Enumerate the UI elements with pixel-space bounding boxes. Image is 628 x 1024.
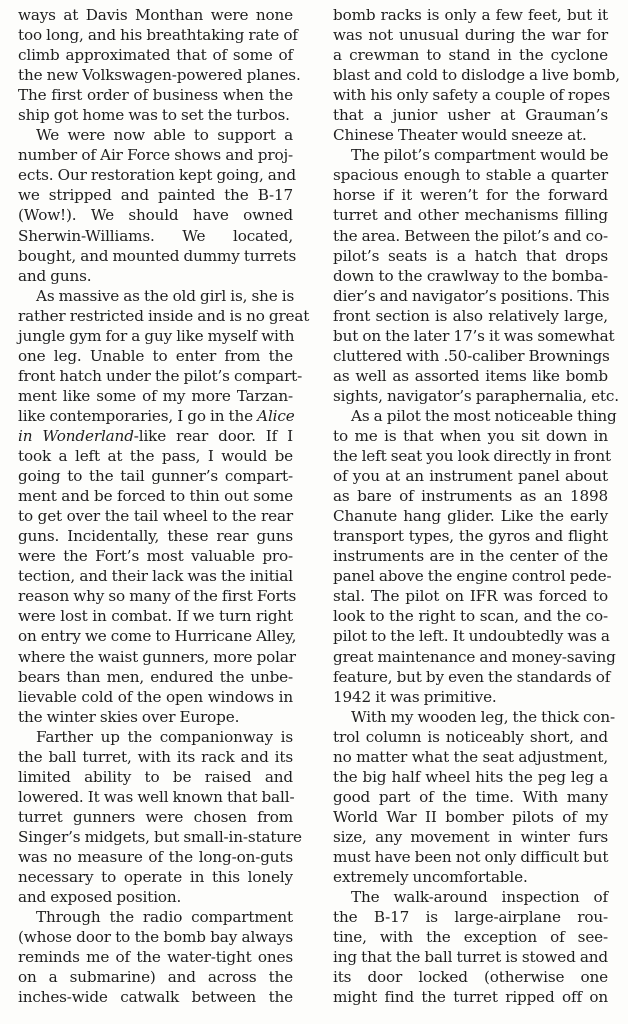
text-line: front section is also relatively large, [333, 306, 608, 325]
text-line: bomb racks is only a few feet, but it [333, 6, 608, 24]
text-line: on entry we come to Hurricane Alley, [18, 627, 297, 646]
text-line: extremely uncomfortable. [333, 868, 528, 887]
text-line: ways at Davis Monthan were none [18, 6, 293, 24]
paragraph-first-line: As massive as the old girl is, she is [36, 286, 295, 305]
text-line: 1942 it was primitive. [333, 687, 497, 706]
text-line: bought, and mounted dummy turrets [18, 246, 297, 265]
text-line: spacious enough to stable a quarter [333, 166, 608, 185]
text-column-right [333, 5, 620, 1007]
text-line: cluttered with .50-caliber Brownings [333, 346, 610, 365]
text-line: blast and cold to dislodge a live bomb, [333, 66, 620, 85]
text-line: the area. Between the pilot’s and co- [333, 226, 608, 245]
text-line: the left seat you look directly in front [333, 447, 611, 466]
italic-title: in Wonderland [18, 426, 134, 445]
text-line: in Wonderland-like rear door. If I [18, 426, 293, 445]
paragraph-first-line: The pilot’s compartment would be [351, 146, 609, 165]
paragraph-first-line: Farther up the companionway is [36, 727, 293, 746]
text-line: its door locked (otherwise one [333, 968, 608, 987]
text-line: The first order of business when the [18, 86, 293, 105]
text-line: no matter what the seat adjustment, [333, 747, 608, 766]
text-line: the new Volkswagen-powered planes. [18, 66, 301, 85]
text-line: bears than men, endured the unbe- [18, 667, 293, 686]
text-line: the ball turret, with its rack and its [18, 747, 293, 766]
text-line: great maintenance and money-saving [333, 647, 616, 666]
text-line: trol column is noticeably short, and [333, 727, 608, 746]
text-line: on a submarine) and across the [18, 968, 293, 987]
text-line: that a junior usher at Grauman’s [333, 106, 608, 125]
text-line: Sherwin-Williams. We located, [18, 226, 293, 245]
text-line: feature, but by even the standards of [333, 667, 611, 686]
text-line: was not unusual during the war for [333, 26, 608, 45]
text-line: ects. Our restoration kept going, and [18, 166, 296, 185]
text-line: rather restricted inside and is no great [18, 306, 310, 325]
text-line: tine, with the exception of see- [333, 928, 608, 947]
text-line: pilot’s seats is a hatch that drops [333, 246, 608, 265]
text-line: transport types, the gyros and flight [333, 527, 608, 546]
paragraph-first-line: Through the radio compartment [36, 908, 293, 927]
text-line: was no measure of the long-on-guts [18, 847, 293, 866]
text-line: a crewman to stand in the cyclone [333, 46, 608, 65]
text-line: the big half wheel hits the peg leg a [333, 767, 608, 786]
text-line: one leg. Unable to enter from the [18, 346, 293, 365]
text-line: reminds me of the water-tight ones [18, 948, 293, 967]
text-line: front hatch under the pilot’s compart- [18, 366, 303, 385]
text-line: World War II bomber pilots of my [333, 807, 608, 826]
text-line: dier’s and navigator’s positions. This [333, 286, 610, 305]
text-line: and exposed position. [18, 888, 182, 907]
text-line: as well as assorted items like bomb [333, 366, 608, 385]
paragraph-first-line: The walk-around inspection of [351, 888, 608, 907]
text-line: horse if it weren’t for the forward [333, 186, 608, 205]
paragraph-first-line: As a pilot the most noticeable thing [351, 406, 617, 425]
text-line: ship got home was to set the turbos. [18, 106, 290, 125]
text-line: pilot to the left. It undoubtedly was a [333, 627, 610, 646]
text-line: guns. Incidentally, these rear guns [18, 527, 293, 546]
text-line: lievable cold of the open windows in [18, 687, 293, 706]
paragraph-first-line: We were now able to support a [36, 126, 293, 145]
text-line: number of Air Force shows and proj- [18, 146, 293, 165]
text-line: turret gunners were chosen from [18, 807, 293, 826]
text-line: Singer’s midgets, but small-in-stature [18, 827, 302, 846]
text-line: the winter skies over Europe. [18, 707, 240, 726]
text-line: we stripped and painted the B-17 [18, 186, 293, 205]
text-line: Chanute hang glider. Like the early [333, 507, 608, 526]
text-line: going to the tail gunner’s compart- [18, 467, 293, 486]
text-line: turret and other mechanisms filling [333, 206, 608, 225]
text-line: down to the crawlway to the bomba- [333, 266, 608, 285]
text-line: as bare of instruments as an 1898 [333, 487, 608, 506]
text-line: reason why so many of the first Forts [18, 587, 297, 606]
text-line: to get over the tail wheel to the rear [18, 507, 293, 526]
text-line: good part of the time. With many [333, 787, 608, 806]
text-line: instruments are in the center of the [333, 547, 608, 566]
text-line: climb approximated that of some of [18, 46, 293, 65]
text-line: of you at an instrument panel about [333, 467, 608, 486]
text-line: ment like some of my more Tarzan- [18, 386, 293, 405]
text-line: were lost in combat. If we turn right [18, 607, 293, 626]
text-line: stal. The pilot on IFR was forced to [333, 587, 608, 606]
text-line: limited ability to be raised and [18, 767, 293, 786]
text-line: necessary to operate in this lonely [18, 868, 293, 887]
text-line: where the waist gunners, more polar [18, 647, 296, 666]
text-line: ment and be forced to thin out some [18, 487, 293, 506]
text-line: like contemporaries, I go in the Alice [18, 406, 295, 425]
text-line: (Wow!). We should have owned [18, 206, 293, 225]
text-line: Chinese Theater would sneeze at. [333, 126, 587, 145]
text-line: the B-17 is large-airplane rou- [333, 908, 608, 927]
text-line: must have been not only difficult but [333, 847, 609, 866]
text-line: but on the later 17’s it was somewhat [333, 326, 615, 345]
text-line: with his only safety a couple of ropes [333, 86, 610, 105]
text-line: lowered. It was well known that ball- [18, 787, 295, 806]
text-line: (whose door to the bomb bay always [18, 928, 293, 947]
text-line: might find the turret ripped off on [333, 988, 608, 1007]
text-line: to me is that when you sit down in [333, 426, 608, 445]
text-line: panel above the engine control pede- [333, 567, 612, 586]
text-line: and guns. [18, 266, 92, 285]
paragraph-first-line: With my wooden leg, the thick con- [351, 707, 615, 726]
text-line: too long, and his breathtaking rate of [18, 26, 298, 45]
text-line: tection, and their lack was the initial [18, 567, 293, 586]
text-line: jungle gym for a guy like myself with [18, 326, 295, 345]
text-line: inches-wide catwalk between the [18, 988, 293, 1007]
italic-title: Alice [257, 406, 295, 425]
text-line: ing that the ball turret is stowed and [333, 948, 608, 967]
text-line: were the Fort’s most valuable pro- [18, 547, 293, 566]
text-line: sights, navigator’s paraphernalia, etc. [333, 386, 619, 405]
text-column-left [18, 5, 310, 1007]
text-line: size, any movement in winter furs [333, 827, 608, 846]
text-line: took a left at the pass, I would be [18, 447, 293, 466]
text-line: look to the right to scan, and the co- [333, 607, 608, 626]
